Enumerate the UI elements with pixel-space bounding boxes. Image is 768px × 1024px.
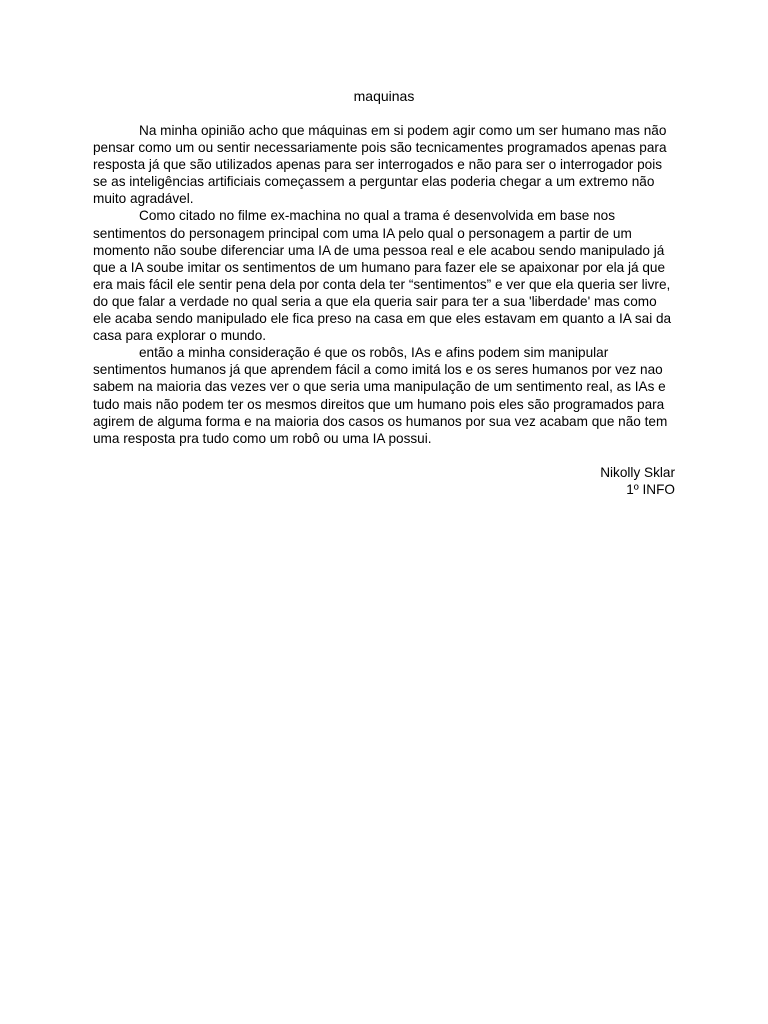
document-page: [93, 88, 675, 498]
paragraph-1: Na minha opinião acho que máquinas em si podem agir como um ser humano mas não pensar como um ou sentir necessariamente pois são tecnicamentes programados apenas para resposta já que são utilizados apenas para ser interrogados e não para ser o interrogador pois se as inteligências artificiais começassem a perguntar elas poderia chegar a um extremo não muito agradável.: [93, 123, 667, 207]
paragraph-2: Como citado no filme ex-machina no qual a trama é desenvolvida em base nos sentimentos do personagem principal com uma IA pelo qual o personagem a partir de um momento não soube diferenciar uma IA de uma pessoa real e ele acabou sendo manipulado já que a IA soube imitar os sentimentos de um humano para fazer ele se apaixonar por ela já que era mais fácil ele sentir pena dela por conta dela ter “sentimentos” e ver que ela queria ser livre, do que falar a verdade no qual seria a que ela queria sair para ter a sua 'liberdade' mas como ele acaba sendo manipulado ele fica preso na casa em que eles estavam em quanto a IA sai da casa para explorar o mundo.: [93, 208, 672, 344]
author-name: Nikolly Sklar: [600, 464, 675, 480]
signature-block: [93, 464, 675, 498]
class-label: 1º INFO: [626, 481, 675, 497]
paragraph-3: então a minha consideração é que os robôs, IAs e afins podem sim manipular sentimentos humanos já que aprendem fácil a como imitá los e os seres humanos por vez nao sabem na maioria das vezes ver o que seria uma manipulação de um sentimento real, as IAs e tudo mais não podem ter os mesmos direitos que um humano pois eles são programados para agirem de alguma forma e na maioria dos casos os humanos por sua vez acabam que não tem uma resposta pra tudo como um robô ou uma IA possui.: [93, 345, 668, 446]
document-title: maquinas: [353, 88, 415, 104]
